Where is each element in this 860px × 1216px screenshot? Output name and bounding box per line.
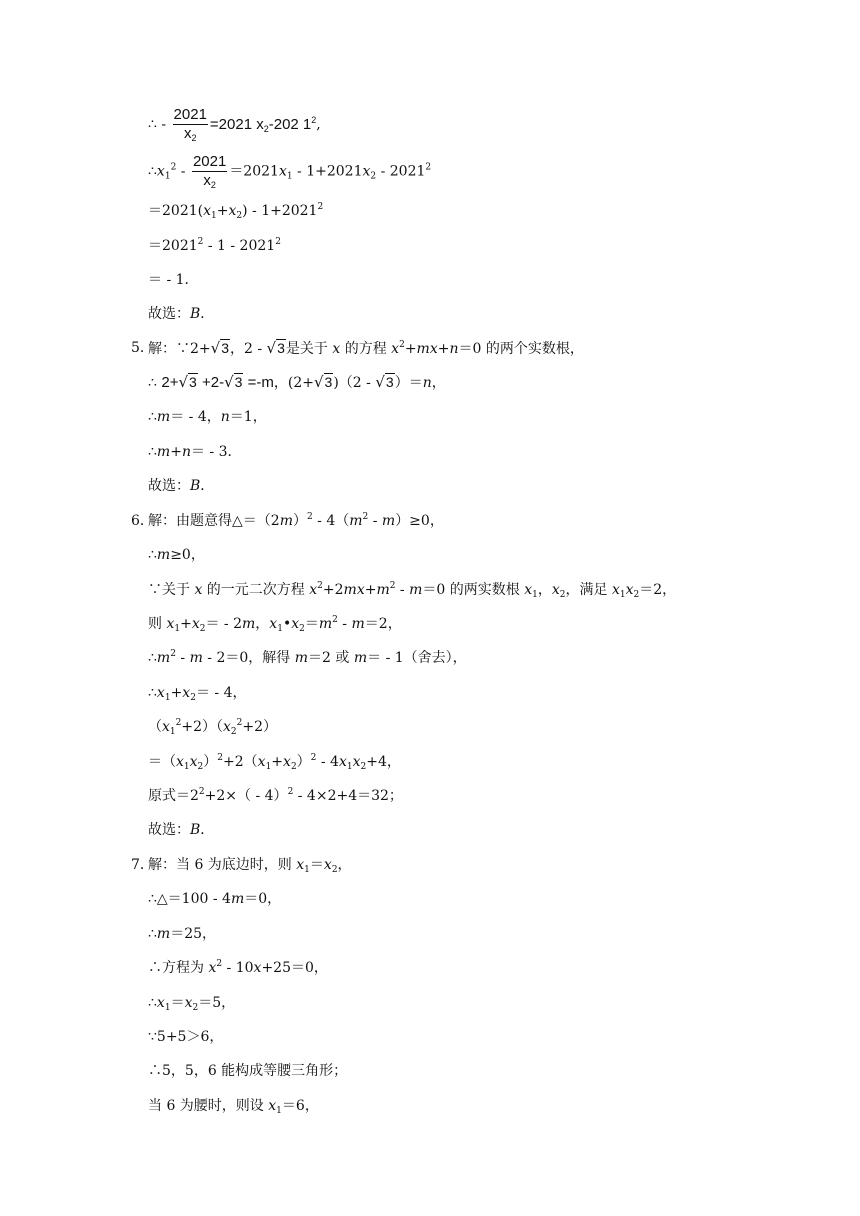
answer-line: 故选：B． [148, 306, 215, 322]
solution-line: ∵5+5＞6， [148, 1029, 224, 1045]
solution-line: 则 $x_1+x_2= - 2m$，$x_1•x_2=m^2 - m=2$， [148, 615, 402, 634]
solution-line: ＝ - 1． [148, 272, 199, 288]
solution-line: $=(x_1x_2)^2+2(x_1+x_2)^2 - 4x_1x_2+4$， [148, 753, 401, 772]
solution-line: $=2021(x_1+x_2) - 1+2021^2$ [148, 202, 324, 221]
question-number: 6． [131, 513, 154, 529]
solution-line: ∴m+n＝ - 3． [148, 444, 242, 460]
solution-line: ∴m＝ - 4，n＝1， [148, 409, 267, 425]
solution-line: ∴ 2+√3 +2-√3 =-m，(2+√3)（2 - √3）＝n， [148, 373, 446, 391]
question-number: 5． [131, 340, 154, 356]
solution-line: $\therefore x_1=x_2=5$， [148, 995, 236, 1013]
solution-line: 原式$=2^2+2\times( - 4)^2 - 4\times 2+4=32$； [148, 787, 403, 804]
solution-line: $\therefore x_1^2$ - $\frac{2021}{x_2}$ $=2021x_1 - 1+2021x_2 - 2021^2$ [148, 153, 432, 190]
solution-line: 解：当 6 为底边时，则 $x_1=x_2$， [148, 857, 352, 875]
solution-line: 当 6 为腰时，则设 $x_1=6$， [148, 1098, 319, 1116]
solution-line: ∴△＝100 - 4m＝0， [148, 891, 282, 907]
solution-line: ∴m＝25， [148, 926, 217, 942]
solution-line: 解：∵2+√3，2 - √3是关于 x 的方程 $x^2+mx+n=0$ 的两个实数根， [148, 339, 584, 357]
solution-line: $=2021^2 - 1 - 2021^2$ [148, 237, 281, 254]
solution-line: 解：由题意得$\triangle=(2m)^2 - 4(m^2 - m)\ge 0$， [148, 512, 444, 529]
answer-line: 故选：B． [148, 822, 215, 838]
solution-line: ∴ - $\frac{2021}{x_2}$ =2021 $x_2-202$ $1^2$, [148, 106, 321, 143]
solution-line: $\therefore x_1+x_2= - 4$， [148, 685, 247, 703]
fraction: $\frac{2021}{x_2}$ [192, 153, 227, 190]
question-number: 7． [131, 857, 154, 873]
solution-line: ∵关于 x 的一元二次方程 $x^2+2mx+m^2 - m=0$ 的两实数根 $x_1$，$x_2$，满足 $x_1x_2=2$， [148, 581, 677, 600]
answer-line: 故选：B． [148, 478, 215, 494]
solution-line: $(x_1^2+2)(x_2^2+2)$ [148, 718, 278, 737]
fraction: $\frac{2021}{x_2}$ [173, 106, 207, 143]
solution-line: ∴m≥0， [148, 547, 205, 563]
solution-line: ∴5，5，6 能构成等腰三角形； [148, 1063, 348, 1079]
solution-line: ∴方程为 $x^2 - 10x+25=0$， [148, 959, 328, 976]
solution-line: $\therefore m^2 - m - 2=0$，解得 m＝2 或 m＝ - 1（舍去）， [148, 649, 467, 666]
